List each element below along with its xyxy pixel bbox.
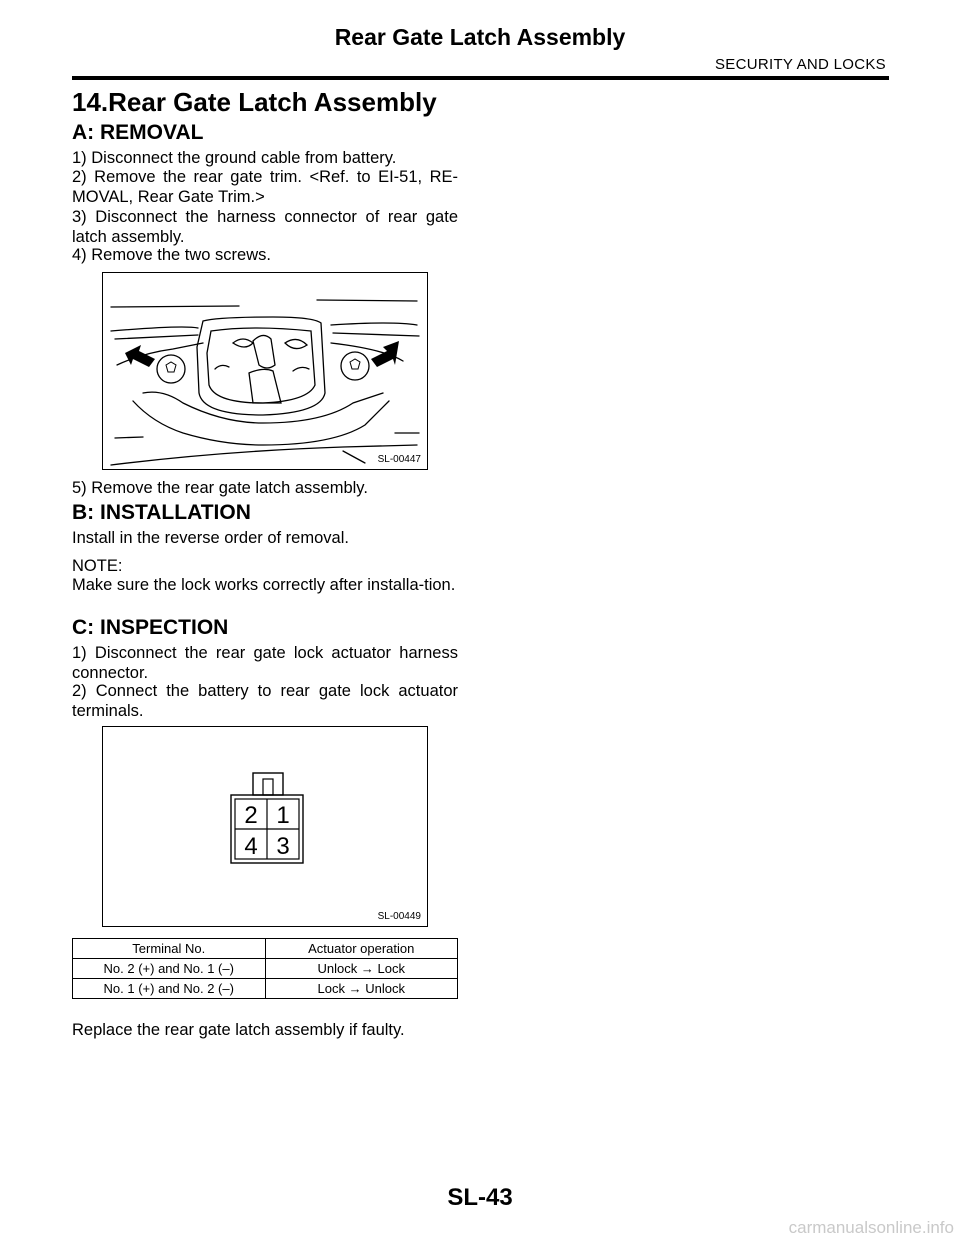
pin-2: 2 bbox=[244, 802, 258, 829]
figure-latch-screws bbox=[102, 272, 428, 470]
inspection-step-2: 2) Connect the battery to rear gate lock actuator terminals. bbox=[72, 682, 458, 720]
table-cell: Lock → Unlock bbox=[265, 979, 458, 999]
note-label: NOTE: bbox=[72, 557, 123, 575]
main-title: 14.Rear Gate Latch Assembly bbox=[72, 87, 437, 117]
arrow-right bbox=[371, 341, 399, 367]
inspection-conclusion: Replace the rear gate latch assembly if faulty. bbox=[72, 1021, 405, 1039]
arrow-left bbox=[125, 345, 155, 367]
removal-step-3: 3) Disconnect the harness connector of rear gate latch assembly. bbox=[72, 208, 458, 246]
connector-diagram bbox=[103, 727, 427, 926]
pin-1: 1 bbox=[276, 802, 290, 829]
watermark: carmanualsonline.info bbox=[788, 1218, 954, 1237]
inspection-heading: C: INSPECTION bbox=[72, 616, 229, 639]
pin-3: 3 bbox=[276, 833, 290, 860]
installation-text: Install in the reverse order of removal. bbox=[72, 529, 349, 547]
removal-heading: A: REMOVAL bbox=[72, 121, 204, 144]
table-row bbox=[73, 979, 458, 999]
figure-code: SL-00449 bbox=[377, 911, 421, 922]
inspection-step-1: 1) Disconnect the rear gate lock actuator harness connector. bbox=[72, 644, 458, 682]
removal-step-4: 4) Remove the two screws. bbox=[72, 246, 271, 264]
table-cell: Unlock → Lock bbox=[265, 959, 458, 979]
table-header: Terminal No. bbox=[73, 939, 266, 959]
note-text: Make sure the lock works correctly after installa-tion. bbox=[72, 576, 456, 594]
removal-step-1: 1) Disconnect the ground cable from battery. bbox=[72, 149, 397, 167]
section-name: SECURITY AND LOCKS bbox=[714, 56, 886, 73]
latch-illustration bbox=[103, 273, 427, 469]
pin-4: 4 bbox=[244, 833, 258, 860]
terminal-table bbox=[72, 938, 458, 999]
page-header-title: Rear Gate Latch Assembly bbox=[334, 24, 626, 50]
removal-step-2: 2) Remove the rear gate trim. <Ref. to EI-51, RE-MOVAL, Rear Gate Trim.> bbox=[72, 168, 458, 206]
table-cell: No. 1 (+) and No. 2 (–) bbox=[73, 979, 266, 999]
table-header: Actuator operation bbox=[265, 939, 458, 959]
page-number: SL-43 bbox=[447, 1184, 513, 1211]
figure-connector bbox=[102, 726, 428, 927]
table-cell: No. 2 (+) and No. 1 (–) bbox=[73, 959, 266, 979]
removal-step-5: 5) Remove the rear gate latch assembly. bbox=[72, 479, 368, 497]
installation-heading: B: INSTALLATION bbox=[72, 501, 251, 524]
figure-code: SL-00447 bbox=[377, 454, 421, 465]
header-rule bbox=[72, 76, 889, 80]
table-row bbox=[73, 959, 458, 979]
table-header-row bbox=[73, 939, 458, 959]
